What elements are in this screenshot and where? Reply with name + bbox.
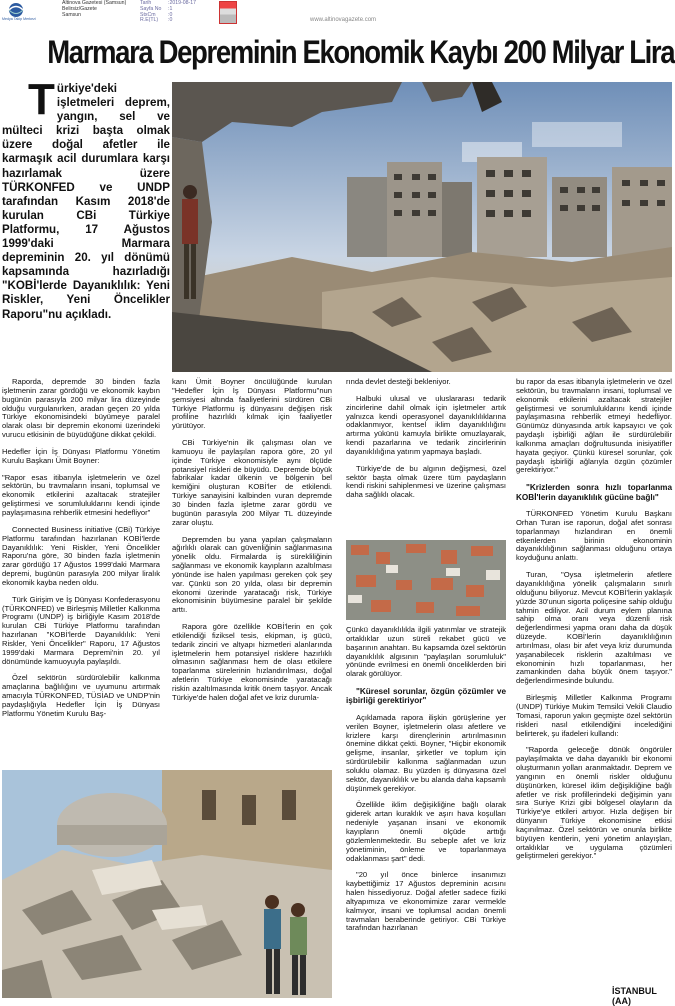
paragraph: Birleşmiş Milletler Kalkınma Programı (UNDP) Türkiye Mukim Temsilci Vekili Claudio Tomasi, raporun yakın geçmişte özel sektörün riskleri nasıl etkilendiğini incelediğini belirterek, şu ifadeleri kullandı: (516, 693, 672, 738)
paragraph: Özel sektörün sürdürülebilir kalkınma amaçlarına bağlılığını ve uyumunu artırmak amacıyla TÜRKONFED, TÜSİAD ve UNDP'nin paydaşlığıyla Hedefler İçin İş Dünyası Platformu Yönetim Kurulu Baş- (2, 673, 160, 718)
paragraph: Raporda, depremde 30 binden fazla işletmenin zarar gördüğü ve ekonomik kaybın bugünün parasıyla 200 milyar lira düzeyinde olduğu vurgulanırken, aradan geçen 20 yılda Türkiye ekonomisindeki büyümeye paralel olarak olası bir depremin ekonomi üzerindeki vurucu etkisinin de büyüdüğüne dikkat çekildi. (2, 377, 160, 440)
meta-key: StxCm (140, 11, 156, 18)
source-url: www.altinovagazete.com (310, 17, 377, 23)
section-subheading: "Krizlerden sonra hızlı toparlanma KOBİ'lerin dayanıklılık gücüne bağlı" (516, 483, 672, 502)
paragraph: TÜRKONFED Yönetim Kurulu Başkanı Orhan Turan ise raporun, doğal afet sonrası toparlanmayı hızlandıran en önemli etkenlerden birinin ekonominin dayanıklılığının sağlanması olduğunu ortaya koyduğunu anlattı. (516, 509, 672, 563)
article-column-4 (516, 378, 672, 869)
publication-info (62, 1, 126, 18)
meta-key: R.E(TL) (140, 17, 159, 24)
meta-value: :0 (168, 11, 173, 18)
news-agency-credit: İSTANBUL (AA) (612, 986, 657, 1006)
section-subheading: "Küresel sorunlar, özgün çözümler ve işbirliği gerektiriyor" (346, 687, 506, 706)
paragraph: bu rapor da esas itibarıyla işletmelerin ve özel sektörün, bu travmaların insani, toplumsal ve ekonomik etkilerini azaltacak stratejiler geliştirmesi ve sorumluluklarını kendi içinde paylaşımasına rehberlik etmeyi hedefliyor. Günümüz dünyasında artık kapsayıcı ve çok paydaşlı işbirliği ağları ile sürdürülebilir kalkınma amaçları doğrultusunda inisiyatifler hayata geçiyor. Çünkü küresel sorunlar, çok paydaşlı işbirliği ağlarıyla özgün çözümler gerektiriyor." (516, 377, 672, 475)
aerial-photo-icon (346, 540, 506, 620)
paragraph: Turan, "Oysa işletmelerin afetlere dayanıklılığına yönelik çalışmaların sınırlı olduğunu biliyoruz. Mevcut KOBİ'lerin yaklaşık yüzde 30'unun sigorta poliçesine sahip olduğu tahmin ediliyor. Acil durum eylem planına sahip olma oranı veya düzenli risk değerlendirmesi yapma oranı daha da düşük düzeyde. KOBİ'lerin dayanıklılığının artırılması, olası bir afet veya kriz durumunda yaşanabilecek risklerin azaltılması ve ekonominin hızlı toparlanması, her zamankinden daha büyük önem taşıyor." değerlendirmesinde bulundu. (516, 570, 672, 686)
paragraph: CBi Türkiye'nin ilk çalışması olan ve kamuoyu ile paylaşılan rapora göre, 20 yıl içinde Türkiye ekonomisiyle aynı ölçüde potansiyel riskleri de büyüdü. Depremde büyük fabrikalar kadar ülkenin ve bölgenin bel kemiğini oluşturan KOBİ'ler de etkilendi. Türkiye sanayisini kalbinden vuran depremde 30 binden fazla işletme zarar gördü ve bugünün parasıyla 200 Milyar TL düzeyinde zarar oluştu. (172, 438, 332, 527)
earthquake-ruins-photo (172, 82, 672, 372)
publication-city: Samsun (62, 11, 82, 18)
meta-value: :1 (168, 5, 173, 12)
lead-text: ürkiye'deki işletmeleri deprem, yangın, sel ve mülteci krizi başta olmak üzere doğal afetler ile karmaşık acil durumlara karşı hazırlamak üzere TÜRKONFED ve UNDP tarafından Kasım 2018'de kurulan CBi Türkiye Platformu, 17 Ağustos 1999'daki Marmara depreminin 20. yıl dönümü kapsamında hazırladığı "KOBİ'lerde Dayanıklılık: Yeni Riskler, Yeni Öncelikler Raporu"nu açıkladı. (2, 82, 170, 321)
paragraph: Açıklamada rapora ilişkin görüşlerine yer verilen Boyner, işletmelerin olası afetlere ve krizlere karşı dirençlerinin artırılmasının önemine dikkat çekti. Boyner, "Hiçbir ekonomik gelişme, insanlar, şirketler ve toplum için sürdürülebilir kalkınma sağlanmadan uzun soluklu olamaz. Bu yüzden iş dünyasına özel sektör, dayanıklılık ve bu alanda daha kapsamlı düşünmek gerekiyor. (346, 712, 506, 793)
paragraph: "20 yıl önce binlerce insanımızı kaybettiğimiz 17 Ağustos depreminin acısını halen hissediyoruz. Doğal afetler sadece fiziki altyapımıza ve ekonomimize zarar vermekle kalmıyor, insani ve toplumsal acıdan önemli travmaları beraberinde getiriyor. CBi Türkiye tarafından hazırlanan (346, 870, 506, 933)
logo-text: Medya Takip Merkezi (2, 17, 36, 21)
paragraph: rında devlet desteği bekleniyor. (346, 377, 451, 386)
publication-name: Altinova Gazetesi (Samsun) (62, 0, 127, 6)
paragraph: Özellikle iklim değişikliğine bağlı olarak giderek artan kuraklık ve aşırı hava koşulları nedeniyle yaşanan insani ve ekonomik kayıpların önemli ölçüde arttığı gözlemlenmektedir. Bu sebeple afet ve kriz yönetiminin, önleme ve toparlanmaya odaklanması şart" dedi. (346, 800, 506, 863)
paragraph: kanı Ümit Boyner öncülüğünde kurulan "Hedefler İçin İş Dünyası Platformu"nun şemsiyesi altında faaliyetlerini sürdüren CBi Türkiye Platformu iş dünyasını değişen risk profiline hazırlıklı kılmak için faaliyetler yürütüyor. (172, 377, 332, 431)
paragraph: Halbuki ulusal ve uluslararası tedarik zincirlerine dahil olmak için işletmeler artık yalnızca kendi operasyonel dayanıklılıklarına odaklanmıyor, kentsel iklim dayanıklılığını artırma yükünü kamuyla birlikte omuzlayarak, kendi pazarlarına ve tedarik zincirlerinin dayanıklılığına yatırım yapmaya başladı. (346, 393, 506, 456)
collapsed-mosque-photo (2, 770, 332, 998)
paragraph: Rapora göre özellikle KOBİ'lerin en çok etkilendiği fiziksel tesis, ekipman, iş gücü, tedarik zinciri ve altyapı hizmetleri alanlarında işletmelerin hem potansiyel risklere hazırlıklı olmasının sağlanması hem de olası etkilere toparlanma sürelerinin hızlandırılması, doğal afetlerin Türkiye ekonomisinde yaratacağı riskin azaltılmasında kritik önem taşıyor. Ancak Türkiye'de halen doğal afet ve kriz durumla- (172, 622, 332, 702)
paragraph: Türkiye'de de bu algının değişmesi, özel sektör başta olmak üzere tüm paydaşların kendi riskini sahiplenmesi ve üzerine çalışması daha sağlıklı olacak. (346, 463, 506, 500)
clipping-header (0, 0, 675, 26)
meta-key: Sayfa No (140, 5, 162, 12)
article-column-1 (2, 378, 160, 727)
aerial-city-photo (346, 540, 506, 620)
paragraph: "Rapor esas itibarıyla işletmelerin ve özel sektörün, bu travmaların insani, toplumsal ve ekonomik etkilerini azaltacak stratejiler geliştirmesi ve sorumluluklarını kendi içinde paylaşımasına rehberlik etmesini hedefliyor" (2, 472, 160, 517)
drop-cap: T (28, 75, 55, 124)
publication-type: Belirsiz/Gazete (62, 5, 97, 12)
paragraph: Türk Girişim ve İş Dünyası Konfederasyonu (TÜRKONFED) ve Birleşmiş Milletler Kalkınma Programı (UNDP) iş birliğiyle Kasım 2018'de kurulan CBi Türkiye Platformu tarafından hazırlanan "KOBİ'lerde Dayanıklılık: Yeni Riskler, Yeni Öncelikler" Raporu, 17 Ağustos 1999'daki Marmara Depremi'nin 20. yıl dönümünde kamuoyuyla paylaşıldı. (2, 594, 160, 666)
meta-value: :2019-08-17 (168, 0, 196, 6)
article-column-3-top (346, 378, 506, 508)
clipping-meta (140, 1, 196, 24)
article-column-2 (172, 378, 332, 711)
ruins-photo-icon (172, 82, 672, 372)
paragraph: Depremden bu yana yapılan çalışmaların ağırlıklı olarak can güvenliğinin sağlanmasına yönelik oldu. Firmalarda iş sürekliliğinin sağlanması ve ekonomik kayıpların azaltılması yönünde ise halen yapılması gereken çok şey var. Çünkü son 20 yılda, olası bir depremin ekonomi üzerinde yaratacağı risk, Türkiye ekonomisinin büyümesine paralel bir şekilde arttı. (172, 534, 332, 615)
page-thumbnail (219, 1, 237, 24)
article-column-3-bottom (346, 626, 506, 941)
meta-key: Tarih (140, 0, 152, 6)
mosque-photo-icon (2, 770, 332, 998)
article-headline: Marmara Depreminin Ekonomik Kaybı 200 Milyar Lira (47, 34, 675, 70)
meta-value: :0 (168, 17, 173, 24)
paragraph: Connected Business initiative (CBi) Türkiye Platformu tarafından hazırlanan KOBİ'lerde Dayanıklılık: Yeni Riskler, Yeni Öncelikler Raporu'na göre, 30 binden fazla işletmenin zarar gördüğü 17 Ağustos 1999'daki Marmara depremi, bugünün parasıyla 200 milyar liralık ekonomik kayba neden oldu. (2, 524, 160, 587)
paragraph: Çünkü dayanıklılıkla ilgili yatırımlar ve stratejik ortaklıklar uzun süreli rekabet gücü ve başarının anahtarı. Bu kapsamda özel sektörün dayanıklılık algısının "paylaşılan sorumluluk" yönünde evrilmesi en önemli önceliklerden biri olarak görülüyor. (346, 625, 506, 679)
paragraph: Hedefler İçin İş Dünyası Platformu Yönetim Kurulu Başkanı Ümit Boyner: (2, 446, 160, 465)
article-lead (2, 75, 170, 322)
paragraph: "Raporda geleceğe dönük öngörüler paylaşılmakta ve daha dayanıklı bir ekonomi oluşturmanın yolları aranmaktadır. Deprem ve yangının en önemli riskler olduğunu düşünürken, küresel iklim değişikliğine bağlı afetler ve risk profillerindeki değişimin yanı sıra Suriye Krizi gibi bölgesel olayların da Türkiye'ye etkileri artıyor. Hızla değişen bir dünyanın Türkiye ekonomisine etkisi kaçınılmaz. Özel sektörün ve onunla birlikte büyüyen kentlerin, yeni yönetim anlayışları, ortaklıklar ve uygulama çözümleri geliştirmeleri gerekiyor." (516, 745, 672, 861)
